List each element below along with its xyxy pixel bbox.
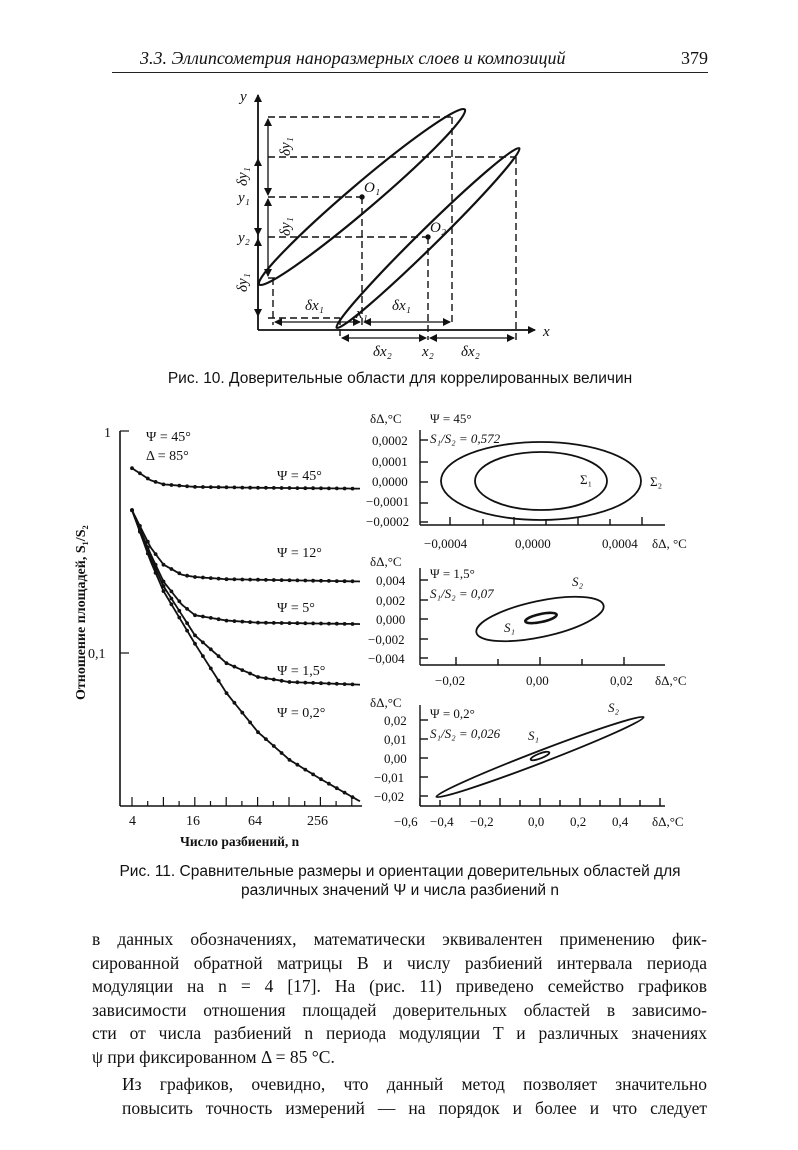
series-point-4 bbox=[193, 642, 197, 646]
series-point-2 bbox=[162, 580, 166, 584]
figure-11-caption bbox=[75, 862, 725, 900]
label-dy1-top: δy₁ bbox=[278, 137, 294, 156]
left-ylabel: Отношение площадей, S₁/S₂ bbox=[74, 525, 89, 700]
series-point-4 bbox=[225, 691, 229, 695]
series-point-3 bbox=[170, 597, 174, 601]
series-point-0 bbox=[280, 486, 284, 490]
series-point-0 bbox=[296, 486, 300, 490]
series-point-2 bbox=[351, 622, 355, 626]
series-point-0 bbox=[288, 486, 292, 490]
panel2-ytick-2: 0,000 bbox=[376, 612, 406, 627]
panel1-ytick-1: 0,0001 bbox=[372, 454, 408, 469]
series-point-1 bbox=[201, 576, 205, 580]
series-point-3 bbox=[217, 654, 221, 658]
paragraph-1 bbox=[92, 928, 707, 1069]
series-point-4 bbox=[162, 589, 166, 593]
series-point-4 bbox=[146, 552, 150, 556]
panel1-psi: Ψ = 45° bbox=[430, 411, 472, 426]
series-point-0 bbox=[146, 477, 150, 481]
series-point-0 bbox=[162, 483, 166, 487]
series-point-0 bbox=[272, 486, 276, 490]
series-point-4 bbox=[343, 791, 347, 795]
series-point-1 bbox=[303, 579, 307, 583]
series-point-3 bbox=[351, 683, 355, 687]
series-curve-0 bbox=[132, 468, 360, 488]
panel2-ytick-0: 0,004 bbox=[376, 573, 406, 588]
panel1-xtick-0: −0,0004 bbox=[424, 536, 468, 551]
series-point-4 bbox=[209, 667, 213, 671]
series-point-2 bbox=[280, 621, 284, 625]
series-curve-2 bbox=[132, 510, 360, 624]
panel2-xtick-2: 0,02 bbox=[610, 673, 633, 688]
series-point-0 bbox=[201, 485, 205, 489]
series-point-4 bbox=[335, 786, 339, 790]
label-o1: O₁ bbox=[364, 180, 381, 196]
series-point-0 bbox=[154, 480, 158, 484]
series-point-3 bbox=[327, 682, 331, 686]
left-x-tick-16: 16 bbox=[186, 814, 200, 829]
series-curve-3 bbox=[132, 510, 360, 685]
series-point-1 bbox=[327, 579, 331, 583]
label-x2: x₂ bbox=[422, 344, 434, 360]
panel3-psi: Ψ = 0,2° bbox=[430, 706, 475, 721]
series-point-2 bbox=[193, 613, 197, 617]
text-line: сти от числа разбиений n периода модуляции T и различных значениях bbox=[92, 1023, 707, 1043]
series-point-0 bbox=[351, 487, 355, 491]
label-dx2-b: δx₂ bbox=[461, 344, 480, 360]
series-point-4 bbox=[280, 751, 284, 755]
figure-10-caption: Рис. 10. Доверительные области для коррелированных величин bbox=[167, 370, 633, 387]
panel1-xlabel: δΔ, °C bbox=[652, 536, 687, 551]
series-point-0 bbox=[193, 485, 197, 489]
panel3-xtick-5: 0,4 bbox=[612, 814, 629, 829]
series-point-0 bbox=[319, 486, 323, 490]
series-curve-1 bbox=[132, 510, 360, 581]
panel2-ytick-4: −0,004 bbox=[368, 651, 405, 666]
panel1-xtick-1: 0,0000 bbox=[515, 536, 551, 551]
panel3-ytick-3: −0,01 bbox=[374, 770, 405, 785]
series-label-psi02: Ψ = 0,2° bbox=[277, 706, 326, 721]
series-point-4 bbox=[177, 616, 181, 620]
series-point-1 bbox=[177, 571, 181, 575]
series-point-2 bbox=[272, 621, 276, 625]
series-point-4 bbox=[138, 530, 142, 534]
panel3-ytick-0: 0,02 bbox=[384, 713, 407, 728]
series-point-1 bbox=[240, 578, 244, 582]
series-point-1 bbox=[209, 576, 213, 580]
series-label-psi45: Ψ = 45° bbox=[277, 469, 322, 484]
series-point-0 bbox=[130, 466, 134, 470]
series-point-3 bbox=[162, 584, 166, 588]
series-point-4 bbox=[154, 571, 158, 575]
series-point-1 bbox=[351, 579, 355, 583]
series-point-0 bbox=[170, 483, 174, 487]
series-point-0 bbox=[177, 484, 181, 488]
label-dy1-mid: δy₁ bbox=[278, 217, 294, 236]
series-point-1 bbox=[280, 578, 284, 582]
text-line: Из графиков, очевидно, что данный метод позволяет значительно bbox=[122, 1074, 707, 1094]
series-label-psi15: Ψ = 1,5° bbox=[277, 664, 326, 679]
panel2-ratio: S₁/S₂ = 0,07 bbox=[430, 586, 494, 601]
series-point-3 bbox=[193, 634, 197, 638]
panel1-ytick-4: −0,0002 bbox=[366, 514, 410, 529]
panel2-outer-label: S₂ bbox=[572, 574, 584, 589]
series-point-1 bbox=[288, 578, 292, 582]
series-point-3 bbox=[240, 668, 244, 672]
series-point-4 bbox=[248, 721, 252, 725]
series-point-4 bbox=[327, 782, 331, 786]
series-point-2 bbox=[256, 621, 260, 625]
panel1-outer-label: Σ₂ bbox=[650, 474, 663, 489]
series-point-3 bbox=[288, 680, 292, 684]
text-line: в данных обозначениях, математически эквивалентен применению фик- bbox=[92, 929, 707, 949]
series-point-0 bbox=[256, 486, 260, 490]
panel1-ytick-3: −0,0001 bbox=[366, 494, 410, 509]
series-point-1 bbox=[248, 578, 252, 582]
series-point-1 bbox=[193, 575, 197, 579]
left-x-tick-256: 256 bbox=[307, 814, 328, 829]
series-point-0 bbox=[185, 484, 189, 488]
series-point-3 bbox=[264, 676, 268, 680]
series-point-3 bbox=[343, 682, 347, 686]
series-point-3 bbox=[272, 678, 276, 682]
series-point-4 bbox=[130, 508, 134, 512]
series-point-2 bbox=[248, 620, 252, 624]
series-point-1 bbox=[319, 579, 323, 583]
series-point-3 bbox=[311, 681, 315, 685]
panel3-xtick-1: −0,4 bbox=[430, 814, 454, 829]
series-point-2 bbox=[296, 621, 300, 625]
label-y1: y₁ bbox=[238, 190, 250, 206]
panel3-ratio: S₁/S₂ = 0,026 bbox=[430, 726, 501, 741]
panel-psi-45 bbox=[366, 411, 687, 551]
panel3-ytick-1: 0,01 bbox=[384, 732, 407, 747]
left-y-tick-01: 0,1 bbox=[88, 647, 106, 662]
label-o2: O₂ bbox=[430, 220, 447, 236]
ellipse-sigma2 bbox=[441, 442, 641, 520]
series-point-1 bbox=[225, 577, 229, 581]
series-point-4 bbox=[201, 654, 205, 658]
series-point-1 bbox=[154, 552, 158, 556]
series-curve-4 bbox=[132, 510, 360, 801]
series-point-1 bbox=[233, 577, 237, 581]
series-point-3 bbox=[319, 681, 323, 685]
label-dy1-bottom: δy₁ bbox=[235, 273, 251, 292]
series-point-4 bbox=[233, 701, 237, 705]
series-point-2 bbox=[335, 622, 339, 626]
series-point-1 bbox=[146, 540, 150, 544]
series-point-2 bbox=[240, 620, 244, 624]
series-point-2 bbox=[209, 616, 213, 620]
text-line: повысить точность измерений — на порядок и более и что следует bbox=[122, 1097, 707, 1118]
series-point-4 bbox=[351, 795, 355, 799]
series-point-3 bbox=[296, 680, 300, 684]
figure-10 bbox=[0, 0, 798, 365]
series-point-0 bbox=[248, 486, 252, 490]
series-point-2 bbox=[327, 622, 331, 626]
panel3-inner-label: S₁ bbox=[528, 728, 540, 743]
series-point-1 bbox=[311, 579, 315, 583]
panel3-xlabel: δΔ,°C bbox=[652, 814, 684, 829]
series-point-3 bbox=[185, 621, 189, 625]
panel3-ytick-4: −0,02 bbox=[374, 789, 405, 804]
left-x-tick-4: 4 bbox=[129, 814, 136, 829]
page-number: 379 bbox=[681, 48, 708, 68]
series-point-2 bbox=[225, 619, 229, 623]
series-point-3 bbox=[225, 661, 229, 665]
series-point-3 bbox=[248, 672, 252, 676]
series-point-0 bbox=[343, 487, 347, 491]
section-title: 3.3. Эллипсометрия наноразмерных слоев и композиций bbox=[140, 48, 566, 68]
series-point-4 bbox=[311, 773, 315, 777]
left-x-tick-64: 64 bbox=[248, 814, 262, 829]
panel1-ratio: S₁/S₂ = 0,572 bbox=[430, 431, 501, 446]
series-point-0 bbox=[311, 486, 315, 490]
series-point-0 bbox=[335, 487, 339, 491]
series-point-4 bbox=[170, 602, 174, 606]
label-x1: x₁ bbox=[356, 306, 368, 322]
series-point-4 bbox=[240, 711, 244, 715]
figure-11 bbox=[0, 400, 798, 860]
series-point-3 bbox=[303, 681, 307, 685]
label-y2: y₂ bbox=[238, 230, 250, 246]
panel3-xtick-2: −0,2 bbox=[470, 814, 494, 829]
series-point-0 bbox=[209, 485, 213, 489]
series-point-1 bbox=[185, 574, 189, 578]
panel-psi-1-5 bbox=[368, 554, 687, 688]
series-point-0 bbox=[264, 486, 268, 490]
body-text bbox=[92, 928, 707, 1120]
panel2-xtick-1: 0,00 bbox=[526, 673, 549, 688]
series-point-4 bbox=[185, 629, 189, 633]
panel2-ylabel: δΔ,°C bbox=[370, 554, 402, 569]
text-line: ψ при фиксированном Δ = 85 °C. bbox=[92, 1046, 335, 1067]
text-line: сированной обратной матрицы B и числу разбиений интервала периода bbox=[92, 952, 707, 973]
series-point-0 bbox=[225, 485, 229, 489]
series-point-4 bbox=[319, 777, 323, 781]
panel1-xtick-2: 0,0004 bbox=[602, 536, 638, 551]
fig10-dimension-arrows bbox=[258, 119, 514, 338]
figure-11-caption-line2: различных значений Ψ и числа разбиений n bbox=[241, 882, 559, 899]
panel3-xtick-4: 0,2 bbox=[570, 814, 587, 829]
series-point-2 bbox=[288, 621, 292, 625]
series-point-0 bbox=[217, 485, 221, 489]
series-point-2 bbox=[264, 621, 268, 625]
panel2-xtick-0: −0,02 bbox=[435, 673, 466, 688]
ellipse-s1-psi15 bbox=[525, 611, 558, 625]
series-point-2 bbox=[233, 619, 237, 623]
series-point-2 bbox=[177, 599, 181, 603]
panel2-inner-label: S₁ bbox=[504, 620, 516, 635]
series-point-2 bbox=[311, 622, 315, 626]
panel2-ytick-3: −0,002 bbox=[368, 632, 405, 647]
series-point-3 bbox=[154, 567, 158, 571]
fig10-y-label: y bbox=[240, 89, 247, 105]
series-point-3 bbox=[209, 647, 213, 651]
panel3-ytick-2: 0,00 bbox=[384, 751, 407, 766]
series-point-3 bbox=[256, 675, 260, 679]
text-line: модуляции на n = 4 [17]. На (рис. 11) приведено семейство графиков bbox=[92, 976, 707, 996]
left-y-tick-1: 1 bbox=[104, 426, 111, 441]
series-point-1 bbox=[217, 577, 221, 581]
series-point-3 bbox=[177, 609, 181, 613]
series-point-0 bbox=[327, 487, 331, 491]
series-point-4 bbox=[303, 768, 307, 772]
left-annotation-delta: Δ = 85° bbox=[146, 449, 189, 464]
series-point-0 bbox=[240, 486, 244, 490]
series-point-0 bbox=[303, 486, 307, 490]
series-point-1 bbox=[256, 578, 260, 582]
panel2-psi: Ψ = 1,5° bbox=[430, 566, 475, 581]
left-xlabel: Число разбиений, n bbox=[180, 834, 300, 849]
series-label-psi5: Ψ = 5° bbox=[277, 601, 315, 616]
series-point-4 bbox=[288, 758, 292, 762]
label-dy1-left: δy₁ bbox=[235, 167, 251, 186]
series-point-2 bbox=[319, 622, 323, 626]
panel1-ylabel: δΔ,°C bbox=[370, 411, 402, 426]
series-point-3 bbox=[280, 679, 284, 683]
panel3-xtick-0: −0,6 bbox=[394, 814, 418, 829]
series-point-2 bbox=[343, 622, 347, 626]
series-point-2 bbox=[185, 607, 189, 611]
series-point-1 bbox=[296, 579, 300, 583]
fig10-x-label: x bbox=[543, 324, 550, 340]
series-point-1 bbox=[264, 578, 268, 582]
series-point-2 bbox=[154, 563, 158, 567]
label-dx1-b: δx₁ bbox=[392, 298, 411, 314]
series-point-1 bbox=[272, 578, 276, 582]
series-point-4 bbox=[256, 730, 260, 734]
panel3-outer-label: S₂ bbox=[608, 700, 620, 715]
panel1-ytick-2: 0,0000 bbox=[372, 474, 408, 489]
panel-psi-0-2 bbox=[370, 695, 684, 829]
panel1-inner-label: Σ₁ bbox=[580, 472, 593, 487]
series-point-1 bbox=[335, 579, 339, 583]
paragraph-2 bbox=[92, 1073, 707, 1120]
series-point-2 bbox=[303, 621, 307, 625]
series-point-4 bbox=[272, 744, 276, 748]
series-point-4 bbox=[264, 737, 268, 741]
panel1-ytick-0: 0,0002 bbox=[372, 433, 408, 448]
series-point-1 bbox=[343, 579, 347, 583]
panel3-ylabel: δΔ,°C bbox=[370, 695, 402, 710]
series-point-2 bbox=[170, 590, 174, 594]
text-line: зависимости отношения площадей доверительных областей в зависимо- bbox=[92, 999, 707, 1020]
label-dx1-a: δx₁ bbox=[305, 298, 324, 314]
series-point-4 bbox=[217, 679, 221, 683]
series-point-3 bbox=[233, 665, 237, 669]
left-annotation-psi: Ψ = 45° bbox=[146, 430, 191, 445]
series-point-3 bbox=[201, 641, 205, 645]
series-point-2 bbox=[201, 615, 205, 619]
series-point-1 bbox=[170, 567, 174, 571]
series-point-0 bbox=[233, 486, 237, 490]
label-dx2-a: δx₂ bbox=[373, 344, 392, 360]
panel2-xlabel: δΔ,°C bbox=[655, 673, 687, 688]
series-point-2 bbox=[217, 617, 221, 621]
series-point-4 bbox=[296, 763, 300, 767]
panel3-xtick-3: 0,0 bbox=[528, 814, 545, 829]
series-point-1 bbox=[162, 563, 166, 567]
series-point-0 bbox=[138, 471, 142, 475]
series-point-3 bbox=[335, 682, 339, 686]
figure-11-caption-line1: Рис. 11. Сравнительные размеры и ориентации доверительных областей для bbox=[119, 863, 681, 880]
panel2-ytick-1: 0,002 bbox=[376, 593, 406, 608]
series-label-psi12: Ψ = 12° bbox=[277, 546, 322, 561]
